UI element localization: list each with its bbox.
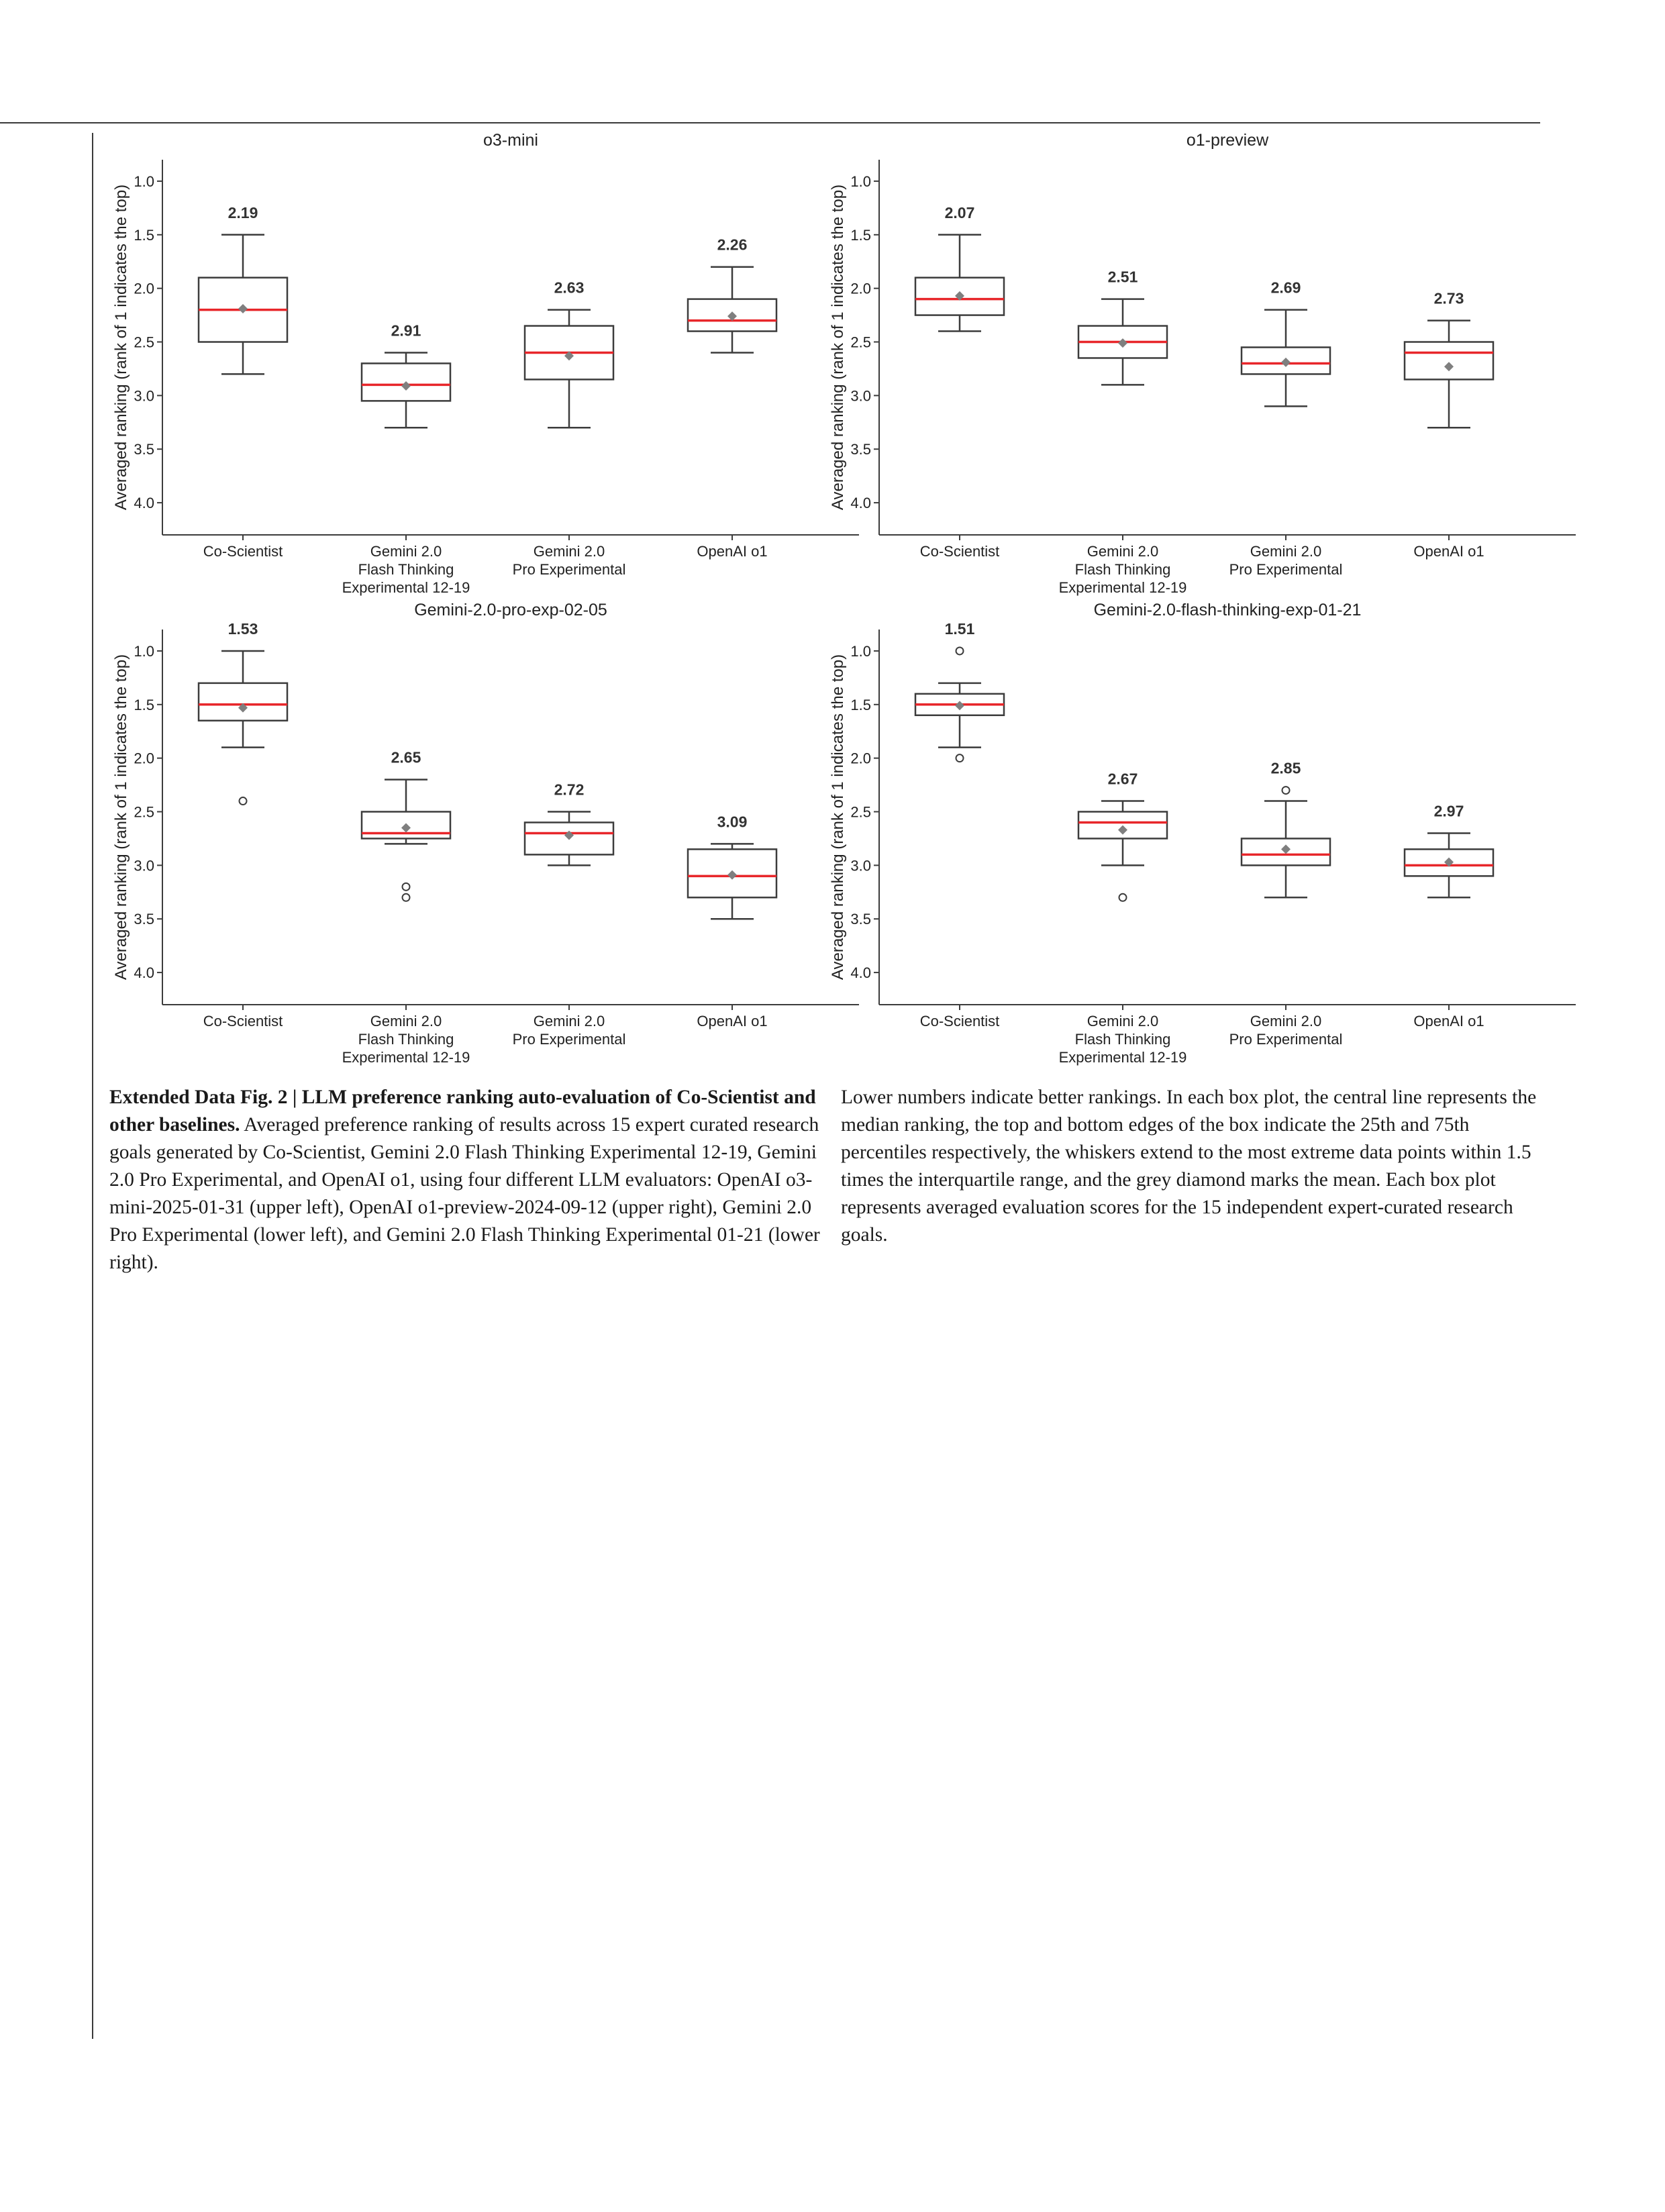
x-tick-label: Gemini 2.0: [370, 1013, 442, 1029]
y-tick-label: 4.0: [850, 495, 871, 512]
mean-diamond: [955, 701, 964, 710]
mean-value-label: 2.85: [1270, 759, 1301, 777]
y-tick-label: 3.0: [134, 387, 154, 405]
y-tick-label: 1.5: [134, 696, 154, 713]
box-iqr: [199, 683, 287, 721]
box-plot-gemini-pro: [107, 599, 872, 1066]
x-tick-label: Flash Thinking: [1074, 1031, 1171, 1048]
mean-diamond: [1444, 362, 1454, 371]
chart-title: Gemini-2.0-pro-exp-02-05: [414, 601, 607, 619]
x-tick-label: Flash Thinking: [1074, 561, 1171, 578]
y-tick-label: 3.5: [134, 441, 154, 458]
mean-value-label: 1.51: [944, 619, 975, 638]
x-tick-label: Co-Scientist: [919, 1013, 1000, 1029]
x-tick-label: Co-Scientist: [919, 543, 1000, 560]
y-tick-label: 3.5: [850, 911, 871, 928]
mean-value-label: 1.53: [228, 619, 258, 638]
outlier-point: [956, 647, 964, 654]
x-tick-label: OpenAI o1: [697, 543, 768, 560]
x-tick-label: Experimental 12-19: [1058, 579, 1187, 596]
figure-caption-left: [109, 1084, 821, 1276]
mean-diamond: [1118, 338, 1127, 348]
x-tick-label: OpenAI o1: [697, 1013, 768, 1029]
chart-title: o1-preview: [1186, 131, 1269, 150]
y-tick-label: 3.5: [134, 911, 154, 928]
chart-panel-o3-mini: [107, 129, 872, 596]
mean-diamond: [1118, 825, 1127, 835]
x-tick-label: OpenAI o1: [1413, 543, 1484, 560]
y-tick-label: 1.5: [850, 226, 871, 244]
x-tick-label: Flash Thinking: [358, 561, 454, 578]
y-tick-label: 4.0: [850, 964, 871, 982]
y-tick-label: 3.0: [850, 857, 871, 874]
chart-panel-gemini-pro: [107, 599, 872, 1066]
mean-value-label: 2.51: [1107, 268, 1138, 286]
mean-value-label: 2.26: [717, 236, 748, 254]
mean-diamond: [401, 823, 411, 832]
box-plot-o1-preview: [824, 129, 1589, 596]
y-axis-label: Averaged ranking (rank of 1 indicates the top): [829, 654, 847, 981]
y-tick-label: 2.5: [850, 803, 871, 821]
y-tick-label: 3.0: [850, 387, 871, 405]
x-tick-label: Co-Scientist: [203, 543, 283, 560]
y-tick-label: 2.5: [850, 334, 871, 351]
caption-body-continued: Lower numbers indicate better rankings. In each box plot, the central line represents the median ranking, the top and bottom edges of the box indicate the 25th and 75th percentiles respectively, the whiskers extend to the most extreme data points within 1.5 times the interquartile range, and the grey diamond marks the mean. Each box plot represents averaged evaluation scores for the 15 independent expert-curated research goals.: [841, 1087, 1537, 1246]
box-iqr: [1405, 342, 1493, 380]
outlier-point: [403, 883, 410, 891]
header-rule: [0, 122, 1540, 123]
outlier-point: [1282, 787, 1290, 794]
mean-value-label: 2.91: [391, 321, 421, 340]
figure-caption-right: [841, 1084, 1542, 1249]
y-tick-label: 4.0: [134, 964, 154, 982]
y-tick-label: 2.0: [850, 280, 871, 297]
x-tick-label: Experimental 12-19: [1058, 1049, 1187, 1066]
x-tick-label: Gemini 2.0: [1250, 1013, 1322, 1029]
margin-rule: [92, 133, 93, 2039]
mean-diamond: [238, 304, 248, 313]
y-tick-label: 3.5: [850, 441, 871, 458]
x-tick-label: Gemini 2.0: [1087, 543, 1159, 560]
y-tick-label: 2.0: [134, 280, 154, 297]
outlier-point: [1119, 894, 1127, 901]
mean-value-label: 2.73: [1433, 289, 1464, 307]
x-tick-label: Pro Experimental: [512, 1031, 626, 1048]
chart-panel-o1-preview: [824, 129, 1589, 596]
x-tick-label: Co-Scientist: [203, 1013, 283, 1029]
x-tick-label: Pro Experimental: [512, 561, 626, 578]
y-tick-label: 2.0: [850, 750, 871, 767]
y-tick-label: 3.0: [134, 857, 154, 874]
chart-title: Gemini-2.0-flash-thinking-exp-01-21: [1093, 601, 1362, 619]
x-tick-label: Pro Experimental: [1229, 1031, 1343, 1048]
mean-value-label: 2.72: [554, 781, 585, 799]
mean-value-label: 2.97: [1433, 802, 1464, 820]
mean-diamond: [401, 381, 411, 391]
caption-title: Extended Data Fig. 2 | LLM preference ranking auto-evaluation of Co-Scientist and other baselines.: [109, 1087, 816, 1136]
x-tick-label: Gemini 2.0: [370, 543, 442, 560]
x-tick-label: Gemini 2.0: [533, 1013, 605, 1029]
y-tick-label: 1.0: [134, 172, 154, 190]
x-tick-label: Pro Experimental: [1229, 561, 1343, 578]
y-tick-label: 2.5: [134, 334, 154, 351]
mean-value-label: 2.07: [944, 203, 975, 221]
chart-panel-gemini-flash-thinking: [824, 599, 1589, 1066]
y-tick-label: 1.5: [134, 226, 154, 244]
x-tick-label: Gemini 2.0: [533, 543, 605, 560]
x-tick-label: Gemini 2.0: [1087, 1013, 1159, 1029]
mean-value-label: 2.67: [1107, 770, 1138, 788]
mean-diamond: [1281, 844, 1291, 854]
mean-value-label: 2.65: [391, 748, 421, 766]
x-tick-label: Experimental 12-19: [342, 1049, 470, 1066]
x-tick-label: Experimental 12-19: [342, 579, 470, 596]
outlier-point: [956, 754, 964, 762]
mean-diamond: [727, 870, 737, 880]
y-tick-label: 2.0: [134, 750, 154, 767]
outlier-point: [240, 797, 247, 805]
y-tick-label: 2.5: [134, 803, 154, 821]
y-tick-label: 1.0: [850, 642, 871, 660]
y-tick-label: 4.0: [134, 495, 154, 512]
mean-diamond: [1281, 358, 1291, 367]
y-axis-label: Averaged ranking (rank of 1 indicates the top): [829, 184, 847, 511]
box-plot-o3-mini: [107, 129, 872, 596]
x-tick-label: Gemini 2.0: [1250, 543, 1322, 560]
y-axis-label: Averaged ranking (rank of 1 indicates the top): [112, 184, 130, 511]
mean-value-label: 2.63: [554, 279, 585, 297]
chart-title: o3-mini: [483, 131, 538, 150]
outlier-point: [403, 894, 410, 901]
y-tick-label: 1.0: [850, 172, 871, 190]
caption-body: Averaged preference ranking of results across 15 expert curated research goals generated by Co-Scientist, Gemini 2.0 Flash Thinking Experimental 12-19, Gemini 2.0 Pro Experimental, and OpenAI o1, using four different LLM evaluators: OpenAI o3-mini-2025-01-31 (upper left), OpenAI o1-preview-2024-09-12 (upper right), Gemini 2.0 Pro Experimental (lower left), and Gemini 2.0 Flash Thinking Experimental 01-21 (lower right).: [109, 1114, 820, 1273]
y-axis-label: Averaged ranking (rank of 1 indicates the top): [112, 654, 130, 981]
box-plot-gemini-flash-thinking: [824, 599, 1589, 1066]
mean-value-label: 3.09: [717, 813, 748, 831]
y-tick-label: 1.0: [134, 642, 154, 660]
mean-value-label: 2.69: [1270, 279, 1301, 297]
y-tick-label: 1.5: [850, 696, 871, 713]
x-tick-label: OpenAI o1: [1413, 1013, 1484, 1029]
mean-value-label: 2.19: [228, 203, 258, 221]
x-tick-label: Flash Thinking: [358, 1031, 454, 1048]
